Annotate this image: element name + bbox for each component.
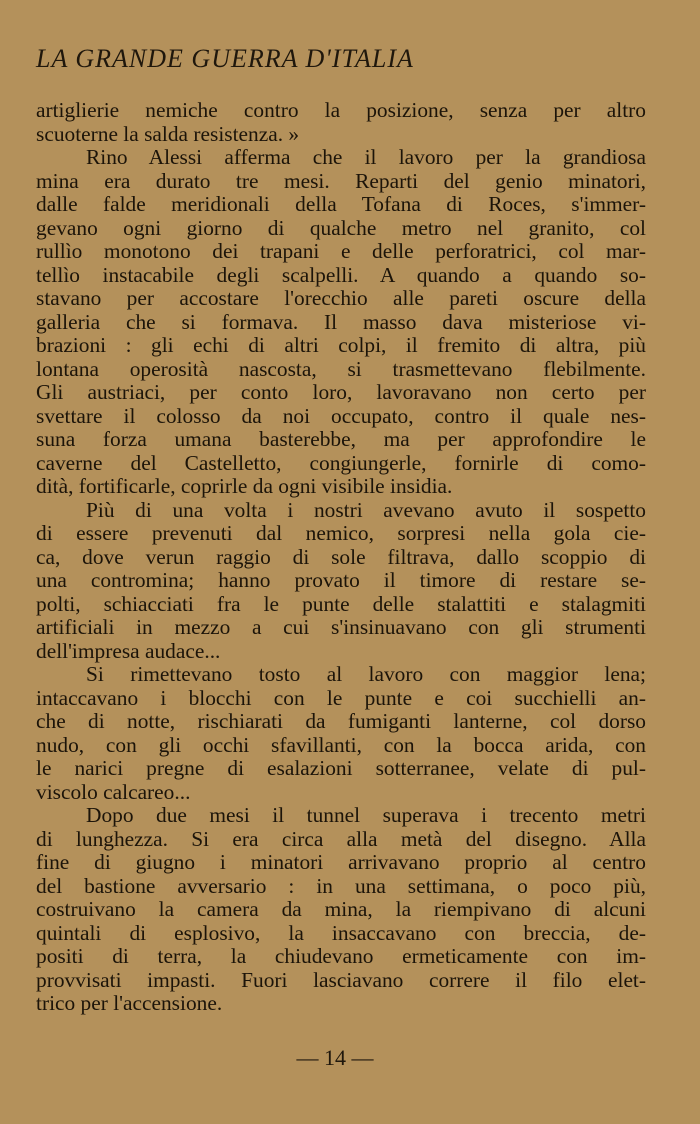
text-line: costruivano la camera da mina, la riempivano di alcuni [36,897,646,921]
text-line: dità, fortificarle, coprirle da ogni visibile insidia. [36,474,453,498]
text-line: gevano ogni giorno di qualche metro nel granito, col [36,215,646,240]
text-line: fine di giugno i minatori arrivavano proprio al centro [36,850,646,874]
text-line: polti, schiacciati fra le punte delle stalattiti e stalagmiti [36,591,646,616]
text-line: tellìo instacabile degli scalpelli. A quando a quando so- [36,262,646,287]
text-line: viscolo calcareo... [36,779,191,804]
text-line: del bastione avversario : in una settimana, o poco più, [36,873,646,898]
text-line: Dopo due mesi il tunnel superava i trecento metri [86,803,646,827]
text-line: dalle falde meridionali della Tofana di Roces, s'immer- [36,192,646,216]
text-line: che di notte, rischiarati da fumiganti lanterne, col dorso [36,709,646,733]
text-line: Si rimettevano tosto al lavoro con maggior lena; [86,662,646,686]
text-line: brazioni : gli echi di altri colpi, il fremito di altra, più [36,333,646,357]
text-line: suna forza umana basterebbe, ma per approfondire le [36,427,646,451]
text-line: le narici pregne di esalazioni sotterranee, velate di pul- [36,756,646,780]
text-line: caverne del Castelletto, congiungerle, fornirle di como- [36,450,646,475]
text-line: una contromina; hanno provato il timore di restare se- [36,568,646,592]
body-text [36,99,646,1016]
text-line: intaccavano i blocchi con le punte e coi succhielli an- [36,685,646,710]
text-line: artificiali in mezzo a cui s'insinuavano con gli strumenti [36,615,646,639]
text-line: Gli austriaci, per conto loro, lavoravano non certo per [36,380,646,404]
text-line: scuoterne la salda resistenza. » [36,121,300,146]
text-line: rullìo monotono dei trapani e delle perforatrici, col mar- [36,239,646,263]
text-line: mina era durato tre mesi. Reparti del genio minatori, [36,168,646,193]
text-line: trico per l'accensione. [36,991,223,1015]
text-line: nudo, con gli occhi sfavillanti, con la bocca arida, con [36,732,646,757]
text-line: di essere prevenuti dal nemico, sorpresi nella gola cie- [36,521,646,545]
running-header: LA GRANDE GUERRA D'ITALIA [36,44,414,73]
page-number: — 14 — [296,1045,374,1070]
text-line: dell'impresa audace... [36,638,221,663]
text-line: galleria che si formava. Il masso dava misteriose vi- [36,309,646,334]
text-line: lontana operosità nascosta, si trasmettevano flebilmente. [36,356,646,381]
text-line: Rino Alessi afferma che il lavoro per la grandiosa [86,145,646,169]
text-line: stavano per accostare l'orecchio alle pareti oscure della [36,286,646,310]
text-line: di lunghezza. Si era circa alla metà del disegno. Alla [36,826,646,851]
text-line: quintali di esplosivo, la insaccavano con breccia, de- [36,920,646,945]
text-line: ca, dove verun raggio di sole filtrava, dallo scoppio di [36,544,646,569]
text-line: svettare il colosso da noi occupato, contro il quale nes- [36,403,646,428]
text-line: Più di una volta i nostri avevano avuto il sospetto [86,497,646,522]
text-line: provvisati impasti. Fuori lasciavano correre il filo elet- [36,967,646,992]
text-line: positi di terra, la chiudevano ermeticamente con im- [36,944,646,968]
text-line: artiglierie nemiche contro la posizione, senza per altro [36,98,646,122]
